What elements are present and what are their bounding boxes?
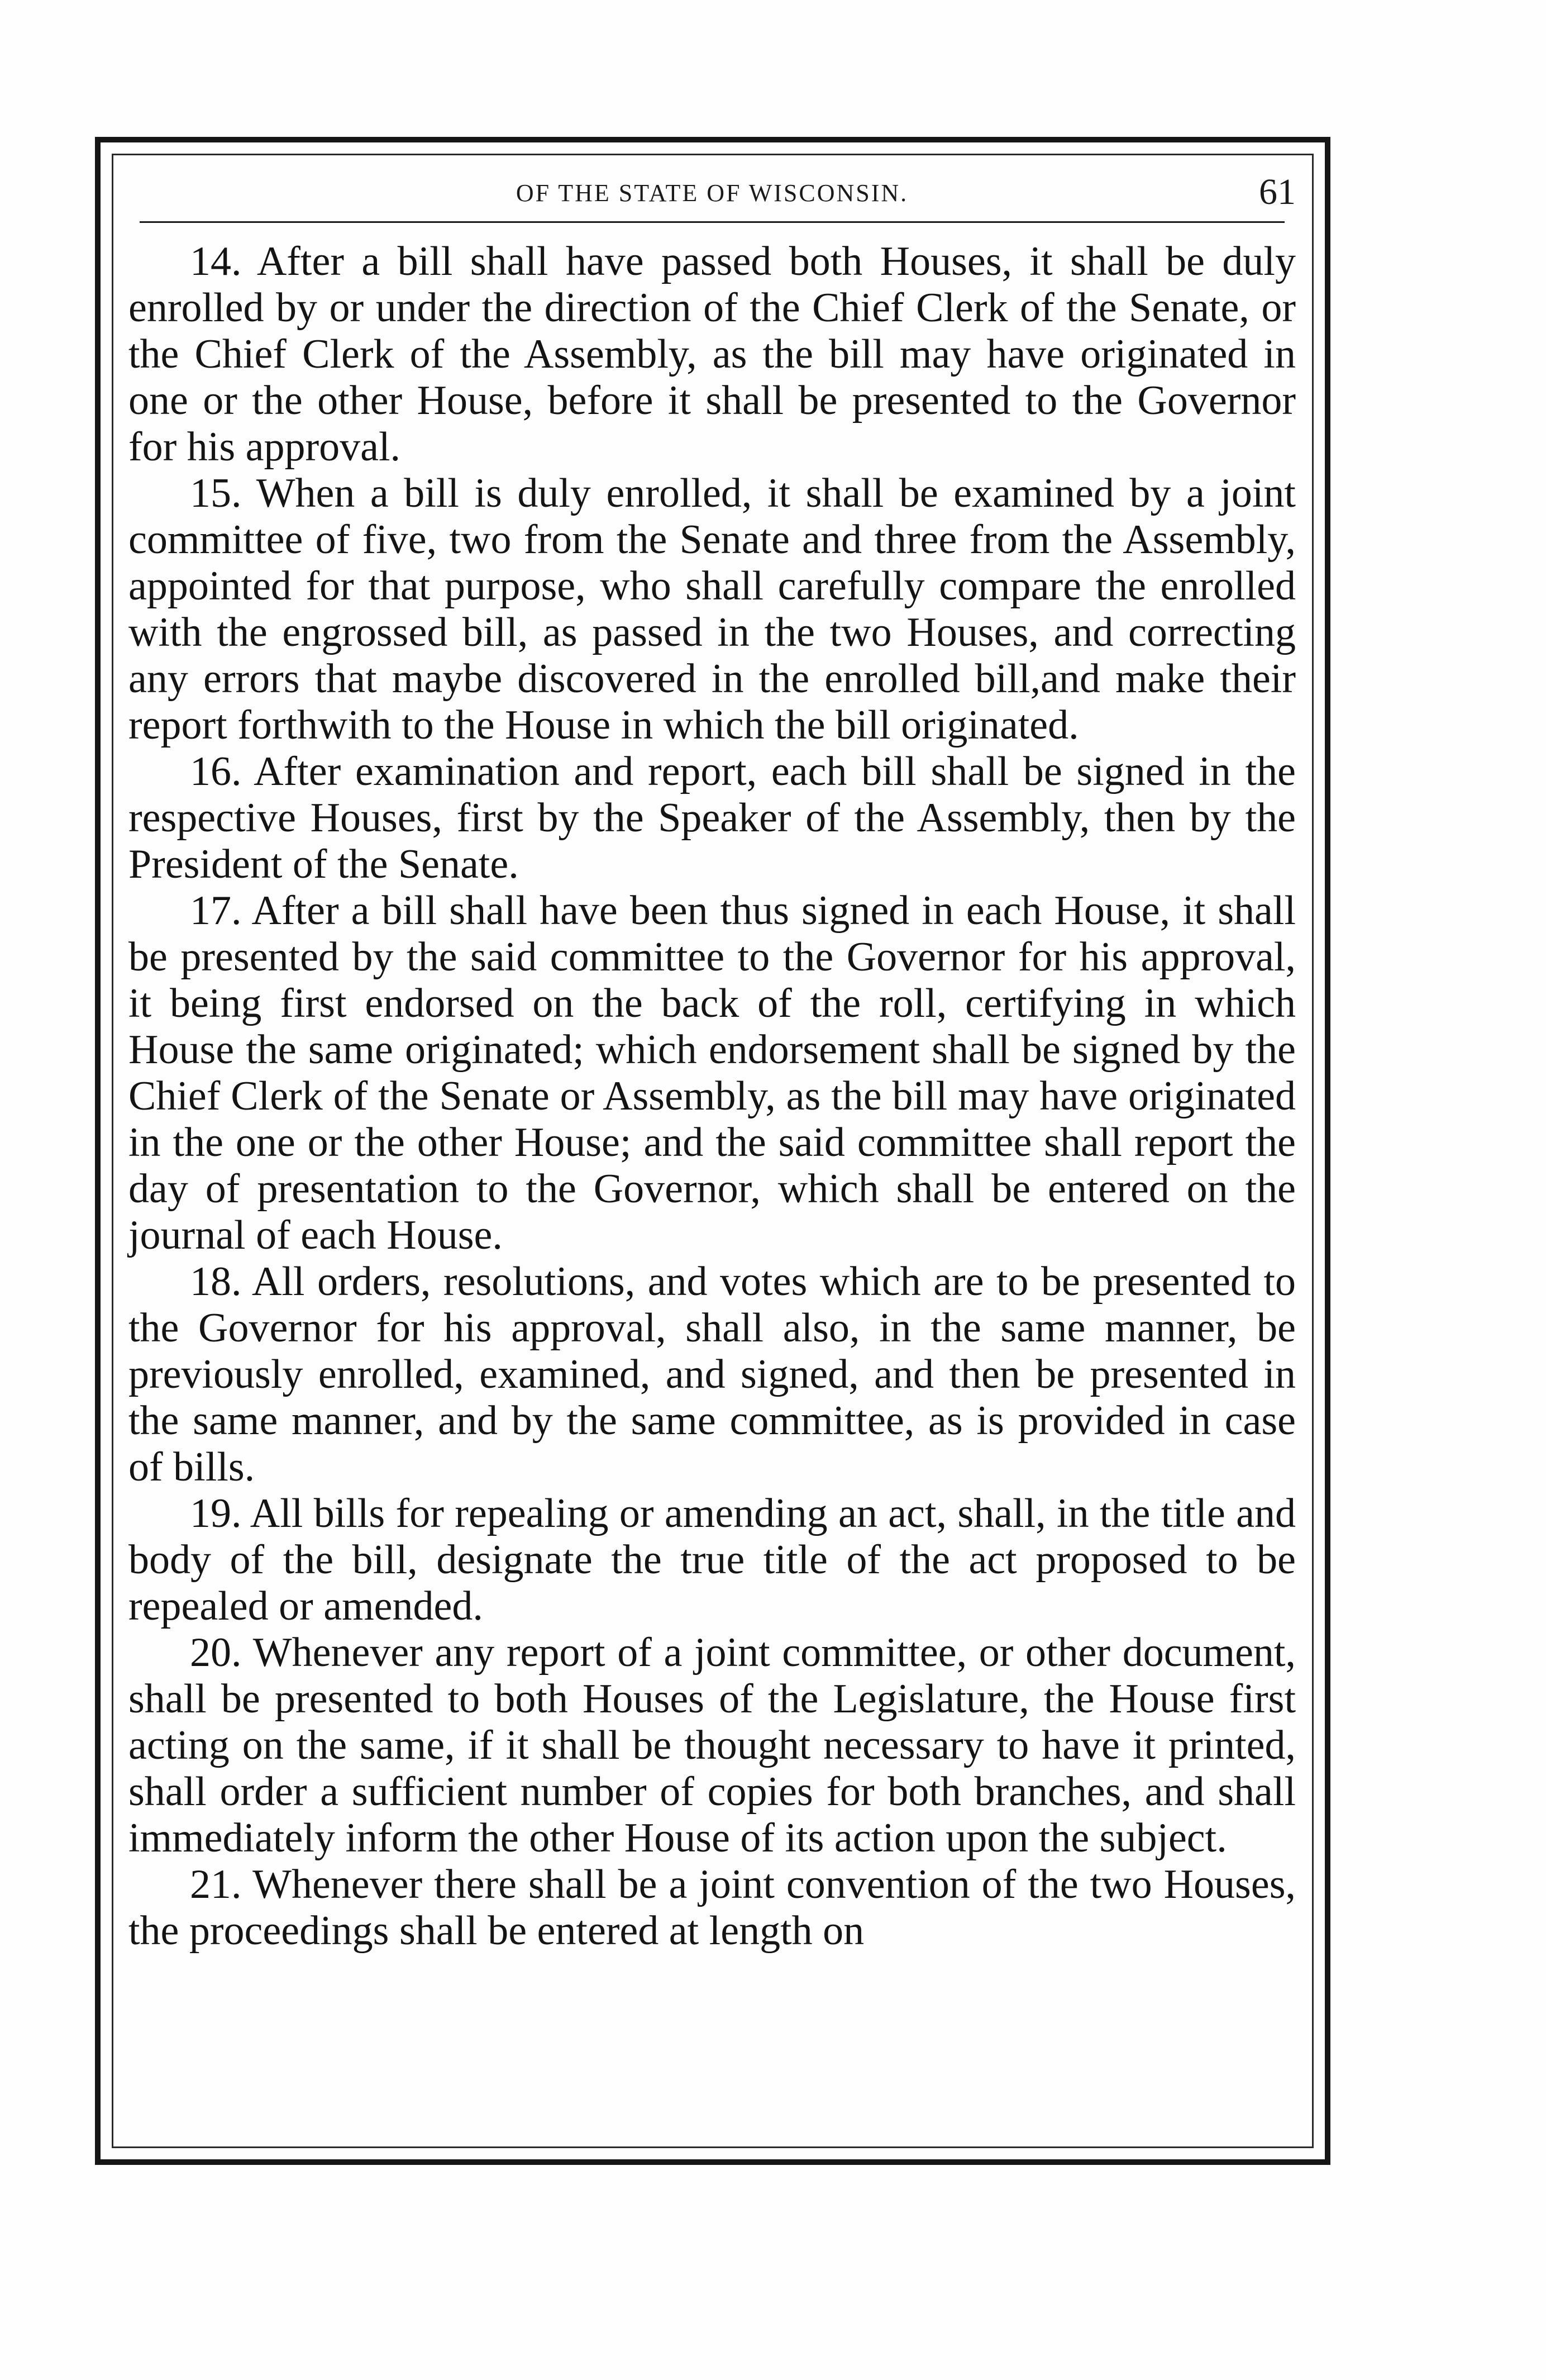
rule-paragraph-14: 14. After a bill shall have passed both Houses, it shall be duly enrolled by or under the direction of the Chief Clerk of the Senate, or the Chief Clerk of the Assembly, as the bill may have originated in one or the other House, before it shall be presented to the Governor for his approval. — [128, 239, 1296, 470]
rule-paragraph-15: 15. When a bill is duly enrolled, it shall be examined by a joint committee of five, two from the Senate and three from the Assembly, appointed for that purpose, who shall carefully compare the enrolled with the engrossed bill, as passed in the two Houses, and correcting any errors that maybe discovered in the enrolled bill,and make their report forthwith to the House in which the bill originated. — [128, 470, 1296, 748]
body-text — [128, 239, 1296, 1954]
rule-paragraph-18: 18. All orders, resolutions, and votes which are to be presented to the Governor for his approval, shall also, in the same manner, be previously enrolled, examined, and signed, and then be presented in the same manner, and by the same committee, as is provided in case of bills. — [128, 1259, 1296, 1490]
running-title: OF THE STATE OF WISCONSIN. — [516, 179, 909, 207]
rule-paragraph-16: 16. After examination and report, each bill shall be signed in the respective Houses, first by the Speaker of the Assembly, then by the President of the Senate. — [128, 749, 1296, 887]
rule-paragraph-20: 20. Whenever any report of a joint committee, or other document, shall be presented to both Houses of the Legislature, the House first acting on the same, if it shall be thought necessary to have it printed, shall order a sufficient number of copies for both branches, and shall immediately inform the other House of its action upon the subject. — [128, 1630, 1296, 1861]
header-rule — [140, 221, 1285, 223]
rule-paragraph-17: 17. After a bill shall have been thus signed in each House, it shall be presented by the said committee to the Governor for his approval, it being first endorsed on the back of the roll, certifying in which House the same originated; which endorsement shall be signed by the Chief Clerk of the Senate or Assembly, as the bill may have originated in the one or the other House; and the said committee shall report the day of presentation to the Governor, which shall be entered on the journal of each House. — [128, 888, 1296, 1258]
page-content — [128, 168, 1296, 1954]
running-head — [128, 168, 1296, 221]
rule-paragraph-19: 19. All bills for repealing or amending an act, shall, in the title and body of the bill, designate the true title of the act proposed to be repealed or amended. — [128, 1491, 1296, 1629]
page-number: 61 — [1259, 172, 1296, 212]
rule-paragraph-21: 21. Whenever there shall be a joint convention of the two Houses, the proceedings shall be entered at length on — [128, 1862, 1296, 1954]
